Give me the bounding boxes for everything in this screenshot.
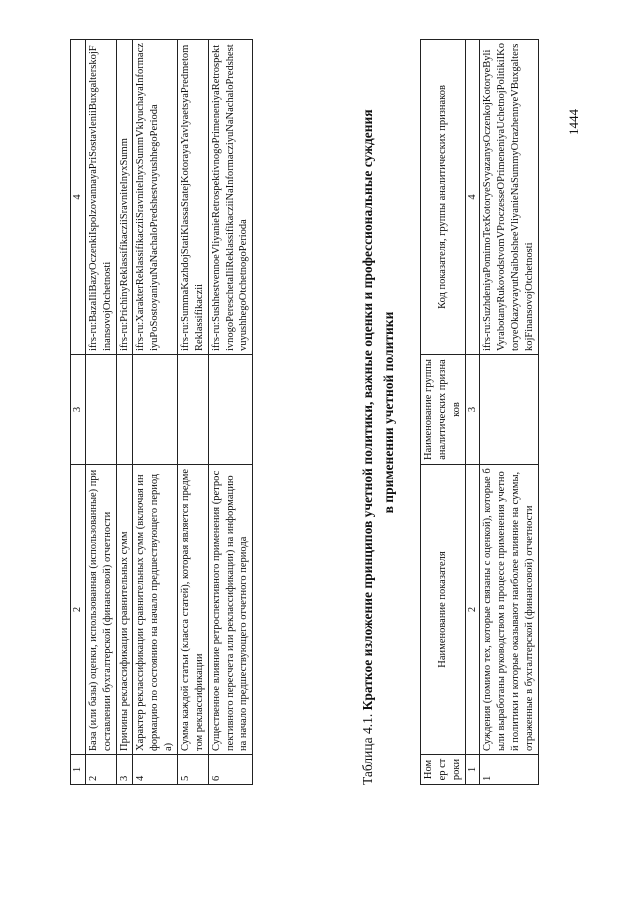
table-row: [208, 40, 253, 785]
caption-title: Краткое изложение принципов учетной политики, важные оценки и профессиональные суждения: [360, 109, 375, 711]
column-index: 4: [465, 40, 480, 355]
indicator-name: База (или базы) оценки, использованная (использованные) при составлении бухгалтерской (финансовой) отчетности: [85, 465, 116, 755]
indicator-name: Суждения (помимо тех, которые связаны с оценкой), которые были выработаны руководством в процессе применения учетной политики и которые оказывают наиболее влияние на суммы, отраженные в бухгалтерской (финансовой) отчетности: [480, 465, 538, 755]
group-name: [133, 355, 178, 465]
indicator-name: Характер реклассификации сравнительных сумм (включая информацию по состоянию на начало предшествующего периода): [133, 465, 178, 755]
header-indicator-code: Код показателя, группы аналитических признаков: [421, 40, 466, 355]
row-number: 6: [208, 755, 253, 785]
column-index: 2: [465, 465, 480, 755]
indicator-code: ifrs-ru:SummaKazhdojStatiKlassaStatejKotorayaYavlyaetsyaPredmetomReklassifikaczii: [178, 40, 209, 355]
table-bottom-header-row: [421, 40, 466, 785]
column-index: 4: [71, 40, 86, 355]
column-index: 2: [71, 465, 86, 755]
indicator-name: Причины реклассификации сравнительных сумм: [116, 465, 133, 755]
row-number: 1: [480, 755, 538, 785]
indicator-code: ifrs-ru:BazaIliBazyOczenkiIspolzovannayaPriSostavleniiBuxgalterskojFinansovojOtchetnosti: [85, 40, 116, 355]
indicator-code: ifrs-ru:PrichinyReklassifikacziiSravnitelnyxSumm: [116, 40, 133, 355]
indicator-name: Существенное влияние ретроспективного применения (ретроспективного пересчета или реклассификации) на информацию на начало предшествующего отчетного периода: [208, 465, 253, 755]
table-caption: [358, 40, 400, 785]
column-index: 1: [71, 755, 86, 785]
group-name: [208, 355, 253, 465]
caption-prefix: Таблица 4.1.: [360, 713, 375, 785]
table-top: [70, 39, 253, 785]
header-row-number: Номер строки: [421, 755, 466, 785]
caption-title-continuation: в применении учетной политики: [380, 311, 396, 514]
row-number: 4: [133, 755, 178, 785]
header-group-name: Наименование группы аналитических признаков: [421, 355, 466, 465]
indicator-name: Сумма каждой статьи (класса статей), которая является предметом реклассификации: [178, 465, 209, 755]
column-index: 1: [465, 755, 480, 785]
table-row: [480, 40, 538, 785]
column-index: 3: [71, 355, 86, 465]
group-name: [85, 355, 116, 465]
column-index: 3: [465, 355, 480, 465]
indicator-code: ifrs-ru:SushhestvennoeVliyanieRetrospektivnogoPrimeneniyaRetrospektivnogoPereschetaIliReklassifikacziiNaInformacziyuNaNachaloPredshestvuyushhegoOtchetnogoPerioda: [208, 40, 253, 355]
table-row: [133, 40, 178, 785]
table-row: [178, 40, 209, 785]
row-number: 3: [116, 755, 133, 785]
table-row: [116, 40, 133, 785]
header-indicator-name: Наименование показателя: [421, 465, 466, 755]
indicator-code: ifrs-ru:SuzhdeniyaPomimoTexKotoryeSvyazanysOczenkojKotoryeByliVyrabotanyRukovodstvomVProczesseOPrimeneniyaUchetnojPolitikiIKotoryeOkazyvayutNaibolsheeVliyanieNaSummyOtrazhennyeVBuxgalterskojFinansovojOtchetnosti: [480, 40, 538, 355]
table-top-column-index-row: [71, 40, 86, 785]
group-name: [116, 355, 133, 465]
table-row: [85, 40, 116, 785]
group-name: [480, 355, 538, 465]
row-number: 2: [85, 755, 116, 785]
page-number: 1444: [566, 109, 581, 135]
group-name: [178, 355, 209, 465]
indicator-code: ifrs-ru:XarakterReklassifikacziiSravnitelnyxSummVklyuchayaInformacziyuPoSostoyaniyuNaNachaloPredshestvuyushhegoPerioda: [133, 40, 178, 355]
row-number: 5: [178, 755, 209, 785]
table-bottom-column-index-row: [465, 40, 480, 785]
table-bottom: [420, 39, 539, 785]
